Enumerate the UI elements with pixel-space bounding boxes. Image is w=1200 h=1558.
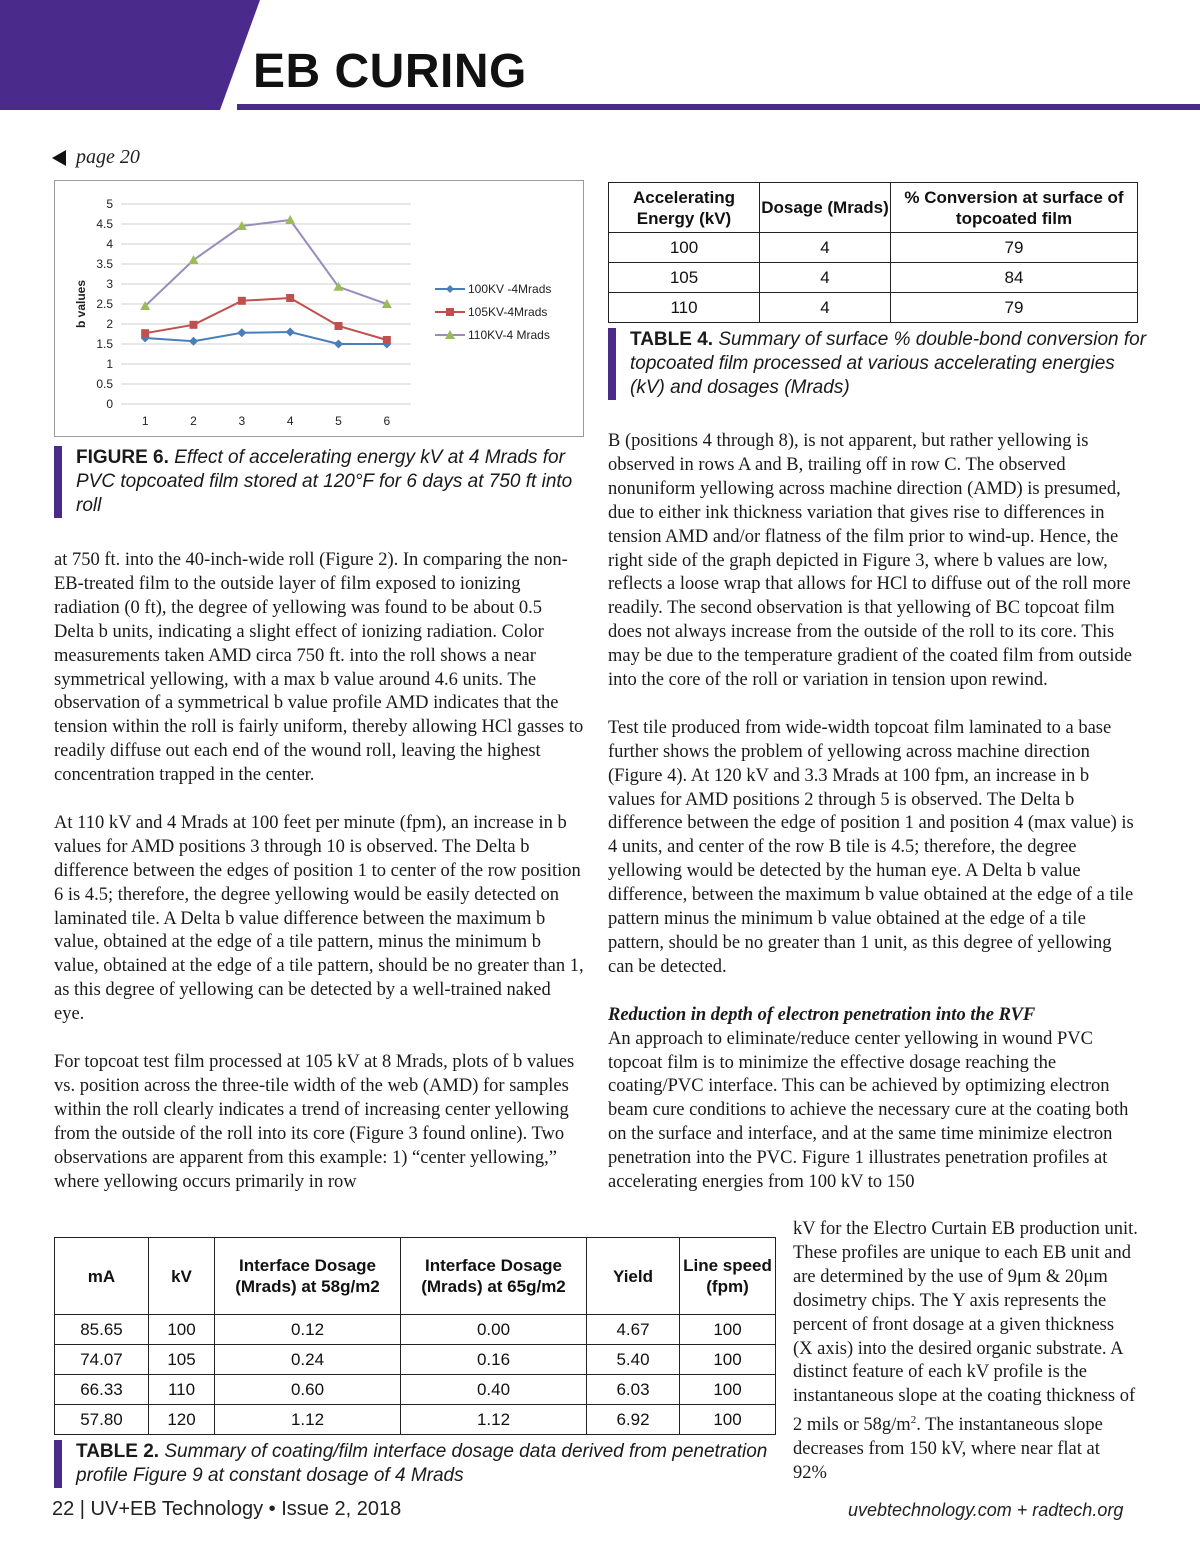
footer-links[interactable]: uvebtechnology.com + radtech.org [848,1500,1124,1520]
table-cell: 1.12 [401,1405,587,1435]
figure6-label: FIGURE 6. [76,447,169,468]
table-cell: 100 [680,1405,776,1435]
section-paragraph: An approach to eliminate/reduce center yellowing in wound PVC topcoat film is to minimize the effective dosage reaching the coating/PVC interface. This can be achieved by optimizing electron beam cure conditions to achieve the necessary cure at the coating both on the surface and interface, and at the same time minimize electron penetration into the PVC. Figure 1 illustrates penetration profiles at accelerating energies from 100 kV to 150 [608,1028,1129,1193]
table-cell: 0.00 [401,1315,587,1345]
series-line [145,220,387,306]
table-cell: 85.65 [55,1315,149,1345]
y-tick-label: 4 [106,237,113,251]
table-cell: 4 [760,263,891,293]
y-tick-label: 0 [106,397,113,411]
y-tick-label: 0.5 [96,377,113,391]
data-point [238,297,246,305]
left-paragraph: at 750 ft. into the 40-inch-wide roll (Figure 2). In comparing the non-EB-treated film to the outside layer of film exposed to ionizing radiation (0 ft), the degree of yellowing was found to be about 0.5 Delta b units, indicating a slight effect of ionizing radiation. Color measurements taken AMD circa 750 ft. into the roll shows a near symmetrical yellowing, with a max b value around 4.6 units. The observation of a symmetrical b value profile AMD indicates that the tension within the roll is fairly uniform, thereby allowing HCl gasses to readily diffuse out each end of the wound roll, leaving the highest concentration trapped in the center. [54,550,584,786]
legend-marker [446,285,454,293]
table-header-row [55,1238,776,1315]
legend-label: 105KV-4Mrads [468,305,548,319]
table-cell: 5.40 [587,1345,680,1375]
chart-svg [55,181,583,436]
y-tick-label: 1.5 [96,337,113,351]
right-paragraph: B (positions 4 through 8), is not apparent, but rather yellowing is observed in rows A and B, trailing off in row C. The observed nonuniform yellowing across machine direction (AMD) is presumed, due to either ink thickness variation that gives rise to differences in tension AMD and/or flatness of the film prior to wind-up. Hence, the right side of the graph depicted in Figure 3, where b values are low, reflects a loose wrap that allows for HCl to diffuse out of the roll more readily. The second observation is that yellowing of BC topcoat film does not always increase from the outside of the roll to its core. This may be due to the temperature gradient of the coated film from outside into the core of the roll or variation in tension upon rewind. [608,431,1132,691]
table-header-cell: % Conversion at surface of topcoated film [891,183,1138,233]
table-cell: 4.67 [587,1315,680,1345]
x-tick-label: 3 [238,414,246,428]
left-paragraph: For topcoat test film processed at 105 kV at 8 Mrads, plots of b values vs. position across the three-tile width of the web (AMD) for samples within the roll clearly indicates a trend of increasing center yellowing from the outside of the roll into its core (Figure 3 found online). Two observations are apparent from this example: 1) “center yellowing,” where yellowing occurs primarily in row [54,1052,575,1192]
left-paragraph: At 110 kV and 4 Mrads at 100 feet per minute (fpm), an increase in b values for AMD positions 3 through 10 is observed. The Delta b difference between the edges of position 1 to center of the row position 6 is 4.5; therefore, the degree yellowing would be easily detected on laminated tile. A Delta b value difference between the maximum b value, obtained at the edge of a tile pattern, minus the minimum b value, obtained at the edge of a tile pattern, should be no greater than 1, as this degree of yellowing can be detected by a well-trained naked eye. [54,812,584,1025]
table-header-cell: Interface Dosage (Mrads) at 58g/m2 [215,1238,401,1315]
table-cell: 100 [149,1315,215,1345]
x-tick-label: 6 [383,414,391,428]
table-cell: 100 [609,233,760,263]
y-tick-label: 3 [106,277,113,291]
y-tick-label: 2.5 [96,297,113,311]
x-tick-label: 1 [141,414,149,428]
back-arrow-icon [52,150,66,166]
x-tick-label: 5 [335,414,342,428]
data-point [237,328,246,337]
data-point [286,294,294,302]
table-cell: 0.12 [215,1315,401,1345]
table4-text: Summary of surface % double-bond conversion for topcoated film processed at various accelerating energies (kV) and dosages (Mrads) [630,329,1147,398]
y-tick-label: 5 [106,197,113,211]
data-point [286,328,295,337]
footer-issue: 22 | UV+EB Technology • Issue 2, 2018 [52,1498,402,1520]
table-cell: 105 [149,1345,215,1375]
table-row [55,1375,776,1405]
table-row [609,293,1138,323]
x-tick-label: 2 [190,414,197,428]
right-column [608,430,1138,1195]
right-paragraph: Test tile produced from wide-width topcoat film laminated to a base further shows the problem of yellowing across machine direction (Figure 4). At 120 kV and 3.3 Mrads at 100 fpm, an increase in b values for AMD positions 2 through 5 is observed. The Delta b difference between the edge of position 1 and position 4 (max value) is 4 units, and center of the row B tile is 4.5; therefore, the degree yellowing would be detected by the human eye. A Delta b value difference, between the maximum b value obtained at the edge of a tile pattern minus the minimum b value obtained at the edge of a tile pattern, should be no greater than 1 unit, as this degree of yellowing can be detected. [608,717,1134,977]
figure6-text: Effect of accelerating energy kV at 4 Mrads for PVC topcoated film stored at 120°F for 6 days at 750 ft into roll [76,447,573,516]
y-tick-label: 3.5 [96,257,113,271]
back-link-label: page 20 [76,146,140,168]
table-cell: 84 [891,263,1138,293]
table-header-cell: Yield [587,1238,680,1315]
table-header-cell: kV [149,1238,215,1315]
table-cell: 0.40 [401,1375,587,1405]
y-tick-label: 1 [106,357,113,371]
narrow-column [793,1218,1138,1486]
figure6-chart [54,180,584,437]
table-header-row [609,183,1138,233]
table4-label: TABLE 4. [630,329,714,350]
table-row [609,263,1138,293]
data-point [383,336,391,344]
table-cell: 120 [149,1405,215,1435]
table2-label: TABLE 2. [76,1441,160,1462]
table-cell: 105 [609,263,760,293]
table-cell: 66.33 [55,1375,149,1405]
y-tick-label: 4.5 [96,217,113,231]
legend-marker [446,308,454,316]
table-row [55,1345,776,1375]
back-link[interactable] [52,146,140,169]
data-point [334,340,343,349]
superscript: 2 [910,1414,917,1427]
section-paragraph-end: . The instantaneous slope decreases from 150 kV, where near flat at 92% [793,1415,1103,1484]
table-row [55,1405,776,1435]
data-point [335,322,343,330]
table-cell: 4 [760,293,891,323]
table-cell: 6.92 [587,1405,680,1435]
table-cell: 6.03 [587,1375,680,1405]
data-point [141,329,149,337]
legend-label: 110KV-4 Mrads [468,328,550,342]
x-tick-label: 4 [286,414,294,428]
section-paragraph-cont: kV for the Electro Curtain EB production unit. These profiles are unique to each EB unit and are determined by the use of 9μm & 20μm dosimetry chips. The Y axis represents the percent of front dosage at a given thickness (X axis) into the desired organic substrate. A distinct feature of each kV profile is the instantaneous slope at the coating thickness of 2 mils or 58g/m [793,1219,1138,1436]
table-cell: 0.16 [401,1345,587,1375]
table-header-cell: Interface Dosage (Mrads) at 65g/m2 [401,1238,587,1315]
table-header-cell: Accelerating Energy (kV) [609,183,760,233]
table4-caption [608,328,1150,400]
table-row [609,233,1138,263]
y-tick-label: 2 [106,317,113,331]
table2 [54,1237,776,1435]
figure6-caption [54,446,586,518]
table-cell: 74.07 [55,1345,149,1375]
table-header-cell: mA [55,1238,149,1315]
y-axis-label: b values [74,279,88,329]
section-heading: Reduction in depth of electron penetration into the RVF [608,1004,1036,1025]
table-header-cell: Line speed (fpm) [680,1238,776,1315]
table2-caption [54,1440,776,1488]
series-line [145,332,387,344]
table-cell: 0.60 [215,1375,401,1405]
table-cell: 4 [760,233,891,263]
table-cell: 100 [680,1375,776,1405]
table-header-cell: Dosage (Mrads) [760,183,891,233]
table-row [55,1315,776,1345]
table-cell: 110 [609,293,760,323]
table-cell: 0.24 [215,1345,401,1375]
table-cell: 110 [149,1375,215,1405]
table-cell: 100 [680,1315,776,1345]
table2-text: Summary of coating/film interface dosage data derived from penetration profile Figure 9 at constant dosage of 4 Mrads [76,1441,768,1486]
header-rule [237,104,1200,110]
table4 [608,182,1138,323]
table-cell: 79 [891,233,1138,263]
table-cell: 100 [680,1345,776,1375]
data-point [190,321,198,329]
table-cell: 79 [891,293,1138,323]
table-cell: 1.12 [215,1405,401,1435]
left-column [54,549,584,1194]
page-title: EB CURING [253,45,527,98]
legend-label: 100KV -4Mrads [468,282,552,296]
table-cell: 57.80 [55,1405,149,1435]
header-band [0,0,260,110]
